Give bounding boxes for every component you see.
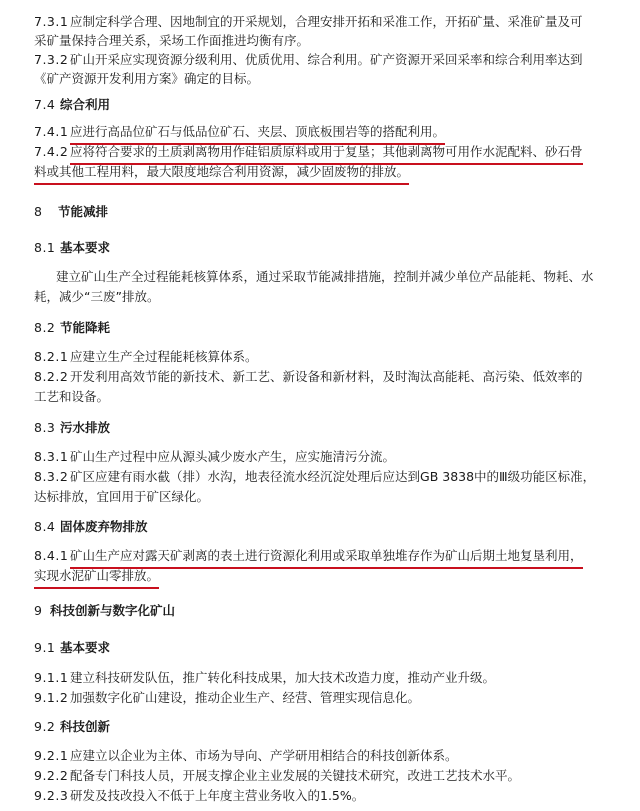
clause-text: 达标排放，宜回用于矿区绿化。	[34, 489, 210, 504]
clause-text: 开发利用高效节能的新技术、新工艺、新设备和新材料，及时淘汰高能耗、高污染、低效率的	[70, 369, 583, 384]
heading-text: 节能降耗	[60, 320, 111, 335]
heading-number: 8.4	[34, 519, 56, 534]
heading-text: 科技创新与数字化矿山	[50, 603, 176, 618]
clause-number: 7.4.2	[34, 144, 69, 159]
clause-number: 8.3.2	[34, 469, 69, 484]
heading-text: 综合利用	[60, 97, 111, 112]
clause-number: 7.4.1	[34, 124, 69, 139]
clause-text-underlined: 矿山生产应对露天矿剥离的表土进行资源化利用或采取单独堆存作为矿山后期土地复垦利用，	[70, 546, 583, 569]
clause-text: 矿区应建有雨水截（排）水沟，地表径流水经沉淀处理后应达到GB 3838中的Ⅲ级功能区标准，	[70, 469, 596, 484]
clause-text: 采矿量保持合理关系，采场工作面推进均衡有序。	[34, 33, 310, 48]
clause-text: 矿山生产过程中应从源头减少废水产生，应实施清污分流。	[70, 449, 396, 464]
heading-text: 固体废弃物排放	[60, 519, 148, 534]
clause-number: 9.1.1	[34, 670, 69, 685]
clause-text-underlined: 应将符合要求的土质剥离物用作硅铝质原料或用于复垦；其他剥离物可用作水泥配料、砂石骨	[70, 142, 583, 165]
clause-text: 《矿产资源开发利用方案》确定的目标。	[34, 71, 260, 86]
clause-text-underlined: 应进行高品位矿石与低品位矿石、夹层、顶底板围岩等的搭配利用。	[70, 122, 445, 145]
heading-text: 科技创新	[60, 719, 111, 734]
clause-text: 应建立生产全过程能耗核算体系。	[70, 349, 258, 364]
clause-text: 矿山开采应实现资源分级利用、优质优用、综合利用。矿产资源开采回采率和综合利用率达到	[70, 52, 583, 67]
heading-number: 8	[34, 204, 43, 219]
heading-number: 7.4	[34, 97, 56, 112]
clause-text: 工艺和设备。	[34, 389, 110, 404]
clause-text: 应建立以企业为主体、市场为导向、产学研用相结合的科技创新体系。	[70, 748, 458, 763]
clause-number: 8.2.2	[34, 369, 69, 384]
clause-number: 7.3.2	[34, 52, 69, 67]
paragraph-text: 耗，减少“三废”排放。	[34, 289, 160, 304]
clause-number: 8.4.1	[34, 548, 69, 563]
clause-number: 9.2.2	[34, 768, 69, 783]
clause-number: 7.3.1	[34, 14, 69, 29]
heading-number: 8.2	[34, 320, 56, 335]
clause-text-underlined: 实现水泥矿山零排放。	[34, 566, 159, 589]
clause-number: 8.3.1	[34, 449, 69, 464]
paragraph-text: 建立矿山生产全过程能耗核算体系，通过采取节能减排措施，控制并减少单位产品能耗、物耗、水	[56, 269, 594, 284]
heading-text: 节能减排	[58, 204, 109, 219]
heading-number: 8.1	[34, 240, 56, 255]
clause-text: 建立科技研发队伍，推广转化科技成果，加大技术改造力度，推动产业升级。	[70, 670, 496, 685]
heading-number: 8.3	[34, 420, 56, 435]
clause-text: 研发及技改投入不低于上年度主营业务收入的1.5%。	[70, 788, 365, 803]
heading-text: 污水排放	[60, 420, 111, 435]
clause-number: 9.2.1	[34, 748, 69, 763]
heading-text: 基本要求	[60, 640, 111, 655]
heading-number: 9.1	[34, 640, 56, 655]
clause-text-underlined: 料或其他工程用料，最大限度地综合利用资源，减少固废物的排放。	[34, 162, 409, 185]
clause-number: 9.2.3	[34, 788, 69, 803]
clause-number: 9.1.2	[34, 690, 69, 705]
heading-number: 9	[34, 603, 43, 618]
heading-text: 基本要求	[60, 240, 111, 255]
clause-number: 8.2.1	[34, 349, 69, 364]
clause-text: 加强数字化矿山建设，推动企业生产、经营、管理实现信息化。	[70, 690, 421, 705]
heading-number: 9.2	[34, 719, 56, 734]
clause-text: 应制定科学合理、因地制宜的开采规划，合理安排开拓和采准工作，开拓矿量、采准矿量及可	[70, 14, 583, 29]
clause-text: 配备专门科技人员，开展支撑企业主业发展的关键技术研究，改进工艺技术水平。	[70, 768, 521, 783]
